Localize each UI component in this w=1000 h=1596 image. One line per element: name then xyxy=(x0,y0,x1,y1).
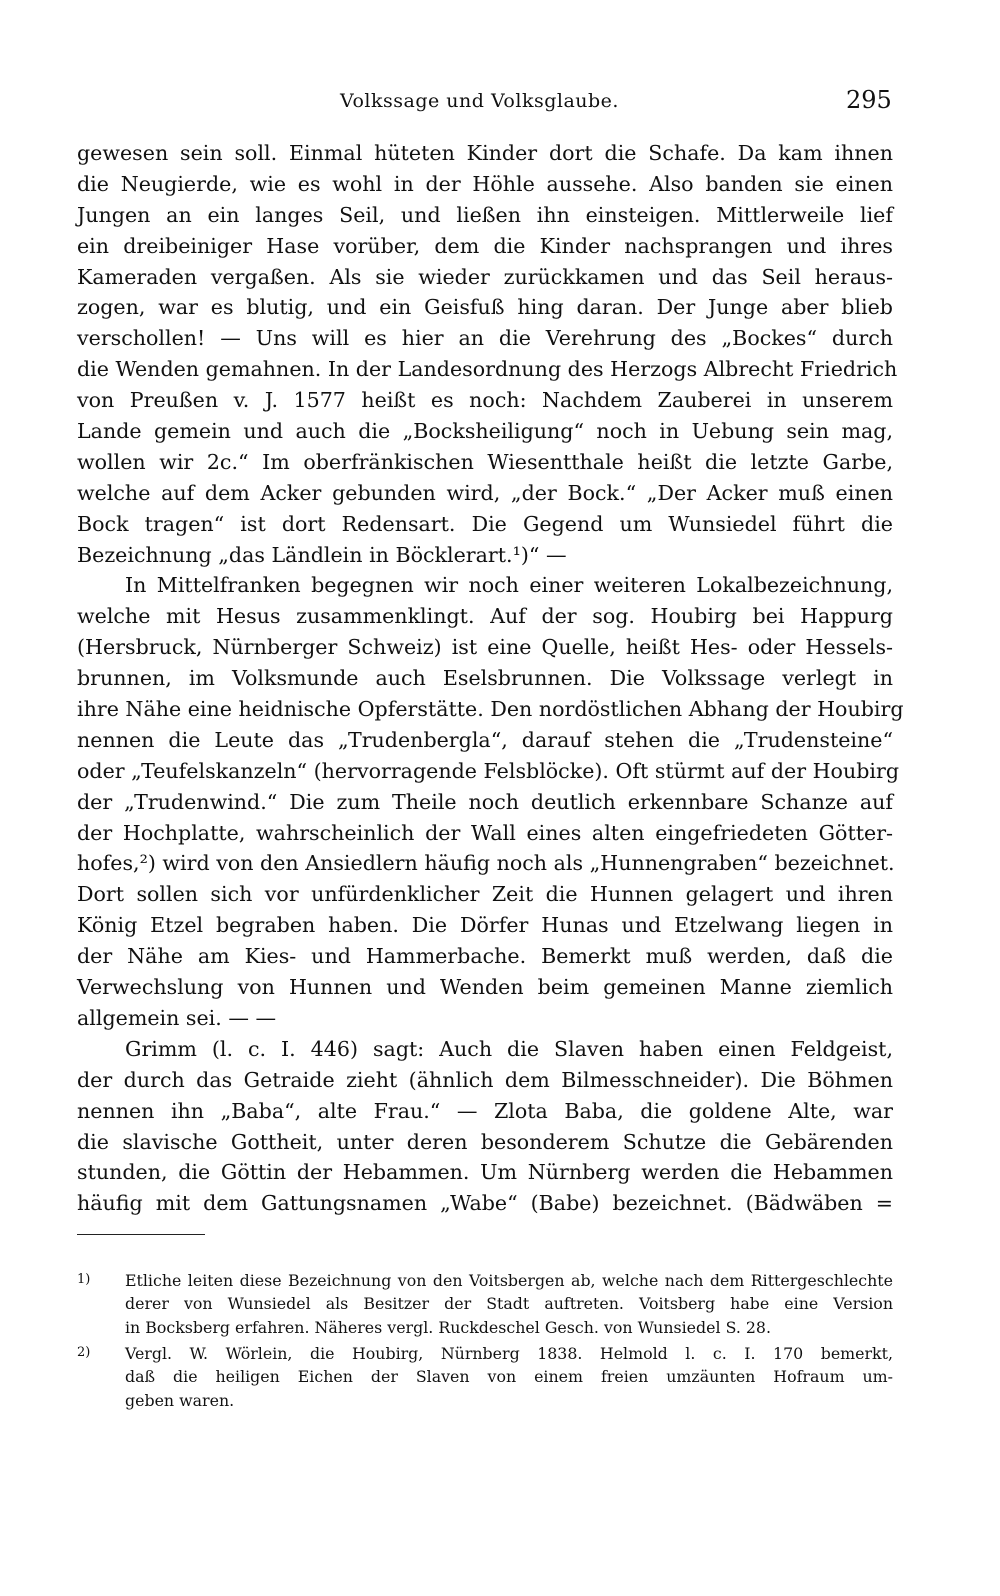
footnote-rule xyxy=(77,1234,205,1235)
body-line: Jungen an ein langes Seil, und ließen ihn einsteigen. Mittlerweile lief xyxy=(77,202,893,227)
footnote-text: Vergl. W. Wörlein, die Houbirg, Nürnberg 1838. Helmold l. c. I. 170 bemerkt, xyxy=(125,1343,893,1363)
body-line: der durch das Getraide zieht (ähnlich dem Bilmesschneider). Die Böhmen xyxy=(77,1067,893,1092)
footnote-marker: 1) xyxy=(77,1272,91,1287)
page-number: 295 xyxy=(846,86,892,114)
body-line: der Nähe am Kies- und Hammerbache. Bemerkt muß werden, daß die xyxy=(77,944,893,969)
footnotes xyxy=(77,1268,893,1413)
body-line: oder „Teufelskanzeln“ (hervorragende Felsblöcke). Oft stürmt auf der Houbirg xyxy=(77,758,900,783)
footnote-text: Etliche leiten diese Bezeichnung von den Voitsbergen ab, welche nach dem Rittergeschlechte xyxy=(125,1271,893,1290)
body-line: die Wenden gemahnen. In der Landesordnung des Herzogs Albrecht Friedrich xyxy=(77,357,898,382)
footnote-line: derer von Wunsiedel als Besitzer der Stadt auftreten. Voitsberg habe eine Version xyxy=(125,1294,893,1314)
running-title: Volkssage und Volksglaube. xyxy=(340,90,619,112)
body-line: Grimm (l. c. I. 446) sagt: Auch die Slaven haben einen Feldgeist, xyxy=(125,1036,893,1061)
footnote-marker: 2) xyxy=(77,1344,91,1360)
body-line: König Etzel begraben haben. Die Dörfer Hunas und Etzelwang liegen in xyxy=(77,913,893,938)
body-line: nennen die Leute das „Trudenbergla“, darauf stehen die „Trudensteine“ xyxy=(77,727,893,752)
body-line: hofes,²) wird von den Ansiedlern häufig noch als „Hunnengraben“ bezeichnet. xyxy=(77,851,895,876)
body-line: In Mittelfranken begegnen wir noch einer weiteren Lokalbezeichnung, xyxy=(125,573,893,598)
body-line: Verwechslung von Hunnen und Wenden beim gemeinen Manne ziemlich xyxy=(77,975,893,1000)
body-text xyxy=(77,138,904,1219)
body-line: die Neugierde, wie es wohl in der Höhle aussehe. Also banden sie einen xyxy=(77,171,893,196)
body-line: Bock tragen“ ist dort Redensart. Die Gegend um Wunsiedel führt die xyxy=(77,511,893,536)
body-line: die slavische Gottheit, unter deren besonderem Schutze die Gebärenden xyxy=(77,1129,893,1154)
footnote-line: in Bocksberg erfahren. Näheres vergl. Ruckdeschel Gesch. von Wunsiedel S. 28. xyxy=(125,1318,771,1338)
body-line: gewesen sein soll. Einmal hüteten Kinder dort die Schafe. Da kam ihnen xyxy=(77,141,893,165)
footnote-line: daß die heiligen Eichen der Slaven von einem freien umzäunten Hofraum um- xyxy=(125,1366,893,1386)
body-line: brunnen, im Volksmunde auch Eselsbrunnen. Die Volkssage verlegt in xyxy=(77,666,893,691)
body-line: verschollen! — Uns will es hier an die Verehrung des „Bockes“ durch xyxy=(77,326,893,351)
body-line: Bezeichnung „das Ländlein in Böcklerart.¹)“ — xyxy=(77,542,567,567)
body-line: welche mit Hesus zusammenklingt. Auf der sog. Houbirg bei Happurg xyxy=(77,604,893,629)
body-line: Dort sollen sich vor unfürdenklicher Zeit die Hunnen gelagert und ihren xyxy=(77,882,893,907)
body-line: der „Trudenwind.“ Die zum Theile noch deutlich erkennbare Schanze auf xyxy=(77,789,893,814)
running-head xyxy=(0,86,1000,116)
body-line: Lande gemein und auch die „Bocksheiligung“ noch in Uebung sein mag, xyxy=(77,419,893,444)
body-line: der Hochplatte, wahrscheinlich der Wall eines alten eingefriedeten Götter- xyxy=(77,820,893,845)
body-line: nennen ihn „Baba“, alte Frau.“ — Zlota Baba, die goldene Alte, war xyxy=(77,1098,893,1123)
body-line: häufig mit dem Gattungsnamen „Wabe“ (Babe) bezeichnet. (Bädwäben = xyxy=(77,1191,893,1216)
body-line: allgemein sei. — — xyxy=(77,1005,277,1030)
footnote-line xyxy=(77,1268,893,1292)
body-line: ein dreibeiniger Hase vorüber, dem die Kinder nachsprangen und ihres xyxy=(77,233,893,258)
footnote-line: geben waren. xyxy=(125,1390,235,1410)
footnote-line xyxy=(77,1341,893,1365)
body-line: stunden, die Göttin der Hebammen. Um Nürnberg werden die Hebammen xyxy=(77,1160,893,1185)
body-line: zogen, war es blutig, und ein Geisfuß hing daran. Der Junge aber blieb xyxy=(77,295,893,320)
body-line: wollen wir 2c.“ Im oberfränkischen Wiesentthale heißt die letzte Garbe, xyxy=(77,449,893,474)
body-line: welche auf dem Acker gebunden wird, „der Bock.“ „Der Acker muß einen xyxy=(77,480,893,505)
body-line: (Hersbruck, Nürnberger Schweiz) ist eine Quelle, heißt Hes- oder Hessels- xyxy=(77,635,893,660)
body-line: ihre Nähe eine heidnische Opferstätte. Den nordöstlichen Abhang der Houbirg xyxy=(77,697,904,722)
body-line: von Preußen v. J. 1577 heißt es noch: Nachdem Zauberei in unserem xyxy=(77,388,893,413)
body-line: Kameraden vergaßen. Als sie wieder zurückkamen und das Seil heraus- xyxy=(77,264,893,289)
